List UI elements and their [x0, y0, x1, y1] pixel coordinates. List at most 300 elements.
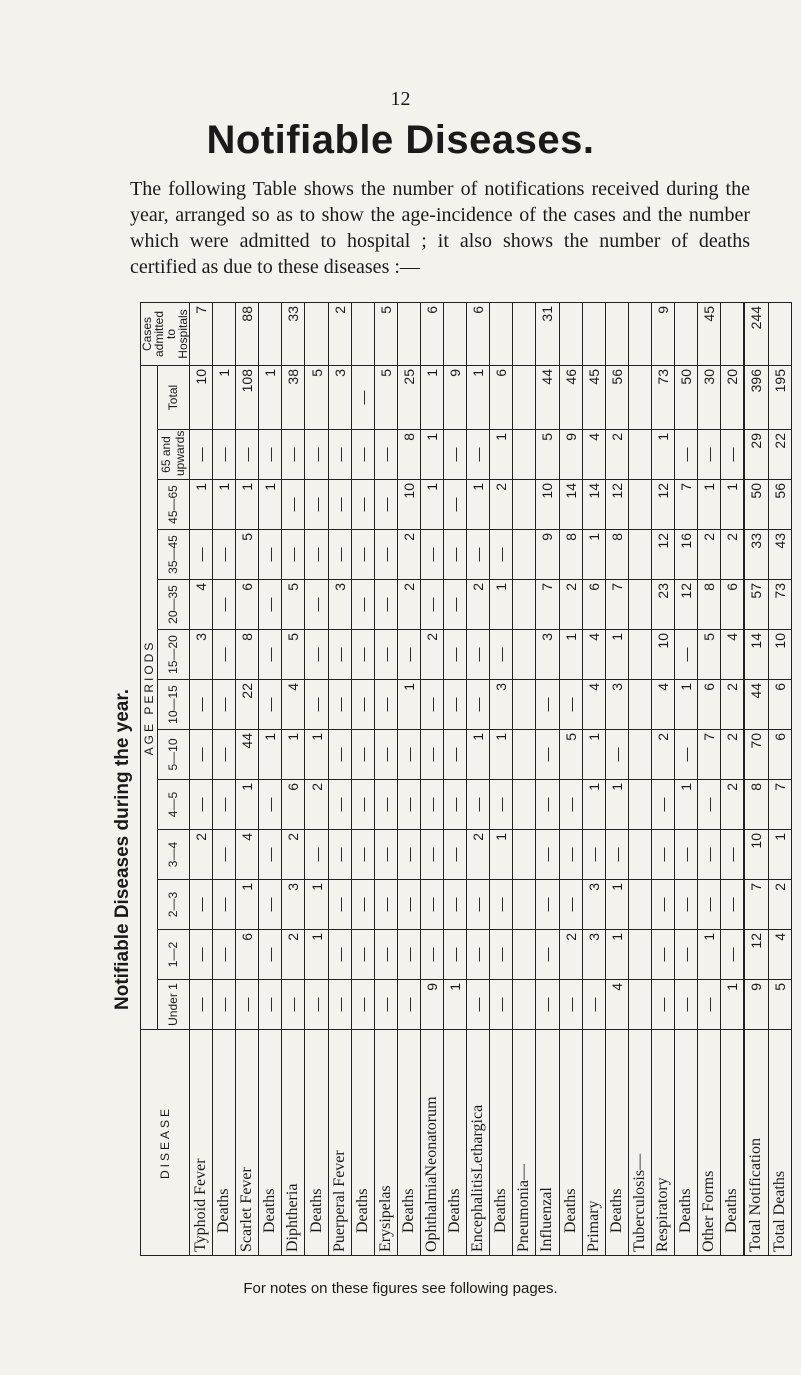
age-count-cell: 22 [236, 680, 259, 730]
cases-admitted-header: Cases admitted to Hospitals [141, 303, 190, 366]
age-count-cell: — [490, 780, 513, 830]
hospital-admissions-cell [490, 303, 513, 366]
age-count-cell: 1 [490, 830, 513, 880]
age-count-cell: — [259, 980, 282, 1030]
table-row [351, 303, 374, 1256]
age-count-cell: — [490, 930, 513, 980]
age-count-cell: 5 [374, 366, 397, 430]
disease-label: Deaths [397, 1030, 420, 1256]
disease-label: Erysipelas [374, 1030, 397, 1256]
age-count-cell: — [351, 430, 374, 480]
page-title: Notifiable Diseases. [206, 118, 595, 162]
age-count-cell: — [420, 580, 443, 630]
age-count-cell: 10 [536, 480, 559, 530]
age-count-cell: — [351, 880, 374, 930]
age-count-cell: 3 [190, 630, 213, 680]
age-count-cell: 8 [698, 580, 721, 630]
age-column-header: 3—4 [157, 830, 189, 880]
age-count-cell: — [444, 830, 467, 880]
age-count-cell: — [420, 930, 443, 980]
age-count-cell: — [328, 680, 351, 730]
age-count-cell: 14 [559, 480, 582, 530]
side-caption: Notifiable Diseases during the year. [112, 689, 133, 1010]
age-count-cell: 10 [397, 480, 420, 530]
age-count-cell: 1 [213, 480, 236, 530]
age-count-cell: — [259, 680, 282, 730]
age-count-cell: 4 [236, 830, 259, 880]
age-count-cell: — [328, 880, 351, 930]
age-count-cell: — [536, 680, 559, 730]
age-count-cell: 9 [536, 530, 559, 580]
age-count-cell: 6 [282, 780, 305, 830]
disease-label: Deaths [721, 1030, 745, 1256]
age-count-cell: 44 [536, 366, 559, 430]
age-count-cell [513, 880, 536, 930]
age-column-header: Total [157, 366, 189, 430]
age-column-header: 2—3 [157, 880, 189, 930]
age-count-cell: 3 [605, 680, 628, 730]
age-count-cell: — [467, 630, 490, 680]
table-row [305, 303, 328, 1256]
age-count-cell: — [651, 880, 674, 930]
disease-label: Tuberculosis— [628, 1030, 651, 1256]
age-count-cell: — [444, 530, 467, 580]
age-count-cell: 1 [674, 780, 697, 830]
disease-label: Total Notification [744, 1030, 768, 1256]
age-count-cell: — [444, 630, 467, 680]
age-count-cell: — [213, 630, 236, 680]
age-count-cell: 2 [467, 580, 490, 630]
age-count-cell: — [674, 930, 697, 980]
age-count-cell: 1 [305, 730, 328, 780]
age-count-cell: 12 [651, 480, 674, 530]
age-count-cell: 1 [236, 780, 259, 830]
age-column-header: 4—5 [157, 780, 189, 830]
age-count-cell: — [374, 830, 397, 880]
age-count-cell: 3 [536, 630, 559, 680]
age-count-cell: — [559, 830, 582, 880]
hospital-admissions-cell [582, 303, 605, 366]
age-count-cell [628, 630, 651, 680]
age-count-cell: — [374, 480, 397, 530]
age-count-cell [513, 530, 536, 580]
age-count-cell: — [605, 730, 628, 780]
age-count-cell: 2 [721, 780, 745, 830]
age-count-cell: — [536, 980, 559, 1030]
age-count-cell: — [328, 430, 351, 480]
age-count-cell: — [213, 830, 236, 880]
age-count-cell: 1 [605, 930, 628, 980]
table-row [282, 303, 305, 1256]
age-count-cell: 1 [698, 480, 721, 530]
age-count-cell: 3 [282, 880, 305, 930]
age-count-cell: 1 [236, 480, 259, 530]
age-count-cell: — [698, 880, 721, 930]
age-count-cell [628, 880, 651, 930]
age-count-cell: — [559, 680, 582, 730]
age-count-cell: 70 [744, 730, 768, 780]
age-count-cell: — [559, 980, 582, 1030]
table-row [420, 303, 443, 1256]
age-count-cell: 73 [651, 366, 674, 430]
age-count-cell: — [559, 880, 582, 930]
age-count-cell: — [536, 930, 559, 980]
age-column-header: 5—10 [157, 730, 189, 780]
age-count-cell: — [420, 830, 443, 880]
hospital-admissions-cell: 7 [190, 303, 213, 366]
age-count-cell: — [582, 980, 605, 1030]
age-count-cell: 4 [582, 680, 605, 730]
age-count-cell: 12 [744, 930, 768, 980]
age-count-cell: 7 [698, 730, 721, 780]
age-count-cell: — [190, 930, 213, 980]
table-row [259, 303, 282, 1256]
age-count-cell: — [190, 430, 213, 480]
age-count-cell: 1 [420, 430, 443, 480]
age-count-cell: — [282, 430, 305, 480]
age-column-header: 20—35 [157, 580, 189, 630]
age-count-cell: 10 [190, 366, 213, 430]
hospital-admissions-cell [513, 303, 536, 366]
age-count-cell: 10 [651, 630, 674, 680]
hospital-admissions-cell [559, 303, 582, 366]
age-count-cell [513, 730, 536, 780]
age-count-cell: — [444, 680, 467, 730]
table-row [628, 303, 651, 1256]
table-row [513, 303, 536, 1256]
age-count-cell: 1 [490, 430, 513, 480]
age-count-cell [513, 366, 536, 430]
age-count-cell: 3 [328, 580, 351, 630]
age-count-cell: 50 [744, 480, 768, 530]
age-count-cell: 1 [259, 730, 282, 780]
age-count-cell: 57 [744, 580, 768, 630]
disease-label: Influenzal [536, 1030, 559, 1256]
age-count-cell: — [374, 580, 397, 630]
age-count-cell: 1 [190, 480, 213, 530]
age-count-cell: — [351, 930, 374, 980]
age-count-cell: — [651, 930, 674, 980]
age-count-cell: 2 [721, 730, 745, 780]
age-count-cell: 1 [582, 730, 605, 780]
age-count-cell: — [674, 730, 697, 780]
age-count-cell [513, 630, 536, 680]
age-column-header: 1—2 [157, 930, 189, 980]
hospital-admissions-cell [444, 303, 467, 366]
age-count-cell: — [721, 930, 745, 980]
table-row [397, 303, 420, 1256]
age-count-cell: 9 [744, 980, 768, 1030]
hospital-admissions-cell [397, 303, 420, 366]
age-count-cell: 1 [490, 580, 513, 630]
age-count-cell: 5 [236, 530, 259, 580]
age-count-cell: 4 [582, 430, 605, 480]
disease-label: Deaths [605, 1030, 628, 1256]
disease-label: Deaths [213, 1030, 236, 1256]
age-count-cell: — [490, 880, 513, 930]
rotated-table-wrapper [140, 303, 787, 1256]
age-count-cell: — [305, 580, 328, 630]
age-count-cell: 14 [744, 630, 768, 680]
age-count-cell: 2 [282, 830, 305, 880]
age-count-cell: — [674, 980, 697, 1030]
age-count-cell: 1 [259, 366, 282, 430]
age-count-cell: — [259, 430, 282, 480]
age-count-cell: — [536, 880, 559, 930]
hospital-admissions-cell [605, 303, 628, 366]
age-count-cell: 2 [721, 680, 745, 730]
hospital-admissions-cell: 6 [420, 303, 443, 366]
age-count-cell: — [467, 530, 490, 580]
disease-label: Puerperal Fever [328, 1030, 351, 1256]
disease-label: Deaths [259, 1030, 282, 1256]
disease-header: DISEASE [141, 1030, 190, 1256]
age-count-cell: — [259, 930, 282, 980]
age-count-cell: 4 [605, 980, 628, 1030]
age-column-header: 35—45 [157, 530, 189, 580]
age-count-cell: 7 [744, 880, 768, 930]
age-count-cell: 4 [651, 680, 674, 730]
table-row [651, 303, 674, 1256]
age-count-cell: 23 [651, 580, 674, 630]
age-column-header: 15—20 [157, 630, 189, 680]
age-count-cell: — [721, 830, 745, 880]
age-count-cell: — [190, 780, 213, 830]
age-count-cell: — [444, 930, 467, 980]
hospital-admissions-cell [259, 303, 282, 366]
age-count-cell: — [190, 880, 213, 930]
age-count-cell: — [305, 530, 328, 580]
age-count-cell: — [374, 980, 397, 1030]
age-count-cell [628, 780, 651, 830]
age-count-cell: — [259, 580, 282, 630]
age-count-cell: — [328, 930, 351, 980]
table-row [582, 303, 605, 1256]
age-count-cell [628, 930, 651, 980]
age-count-cell: — [351, 480, 374, 530]
age-count-cell [513, 580, 536, 630]
age-count-cell: 2 [190, 830, 213, 880]
age-count-cell [628, 580, 651, 630]
age-count-cell: — [467, 880, 490, 930]
age-count-cell: 1 [213, 366, 236, 430]
age-count-cell: — [305, 630, 328, 680]
disease-label: Total Deaths [768, 1030, 791, 1256]
table-row [374, 303, 397, 1256]
table-row [559, 303, 582, 1256]
age-count-cell: — [444, 730, 467, 780]
age-column-header: Under 1 [157, 980, 189, 1030]
age-count-cell: — [236, 430, 259, 480]
disease-label: Deaths [559, 1030, 582, 1256]
age-count-cell [628, 480, 651, 530]
age-count-cell: 1 [467, 480, 490, 530]
age-count-cell: — [721, 430, 745, 480]
age-count-cell: 38 [282, 366, 305, 430]
disease-label: Deaths [490, 1030, 513, 1256]
age-count-cell: — [674, 430, 697, 480]
age-count-cell: 6 [582, 580, 605, 630]
age-count-cell: 5 [282, 580, 305, 630]
age-count-cell: 5 [305, 366, 328, 430]
age-count-cell: — [259, 530, 282, 580]
hospital-admissions-cell: 244 [744, 303, 768, 366]
age-count-cell: — [374, 930, 397, 980]
age-count-cell [628, 830, 651, 880]
hospital-admissions-cell [628, 303, 651, 366]
age-count-cell: 2 [559, 580, 582, 630]
age-count-cell: 12 [651, 530, 674, 580]
table-row [328, 303, 351, 1256]
age-count-cell: 2 [420, 630, 443, 680]
age-count-cell: — [698, 980, 721, 1030]
age-count-cell: 5 [698, 630, 721, 680]
age-count-cell [513, 980, 536, 1030]
age-count-cell: 1 [397, 680, 420, 730]
age-count-cell: 195 [768, 366, 791, 430]
age-count-cell: — [536, 730, 559, 780]
age-count-cell: — [467, 680, 490, 730]
age-count-cell: — [190, 980, 213, 1030]
table-row [698, 303, 721, 1256]
age-count-cell: 6 [768, 680, 791, 730]
age-count-cell: — [490, 630, 513, 680]
age-count-cell: — [328, 780, 351, 830]
age-count-cell: — [374, 880, 397, 930]
age-count-cell: — [444, 880, 467, 930]
age-count-cell: 50 [674, 366, 697, 430]
age-count-cell: — [282, 530, 305, 580]
age-count-cell: — [213, 780, 236, 830]
age-count-cell: 1 [605, 880, 628, 930]
age-count-cell: 1 [282, 730, 305, 780]
hospital-admissions-cell: 2 [328, 303, 351, 366]
notifiable-diseases-table [140, 302, 792, 1256]
age-count-cell [513, 680, 536, 730]
age-count-cell: — [397, 880, 420, 930]
hospital-admissions-cell: 33 [282, 303, 305, 366]
age-count-cell: — [374, 530, 397, 580]
age-count-cell: — [559, 780, 582, 830]
age-count-cell: — [651, 830, 674, 880]
age-count-cell: — [213, 530, 236, 580]
age-count-cell: — [328, 730, 351, 780]
age-count-cell: 29 [744, 430, 768, 480]
table-row [190, 303, 213, 1256]
disease-label: Scarlet Fever [236, 1030, 259, 1256]
age-count-cell [513, 780, 536, 830]
age-count-cell: — [190, 730, 213, 780]
table-row [213, 303, 236, 1256]
age-count-cell: 9 [444, 366, 467, 430]
age-count-cell: 396 [744, 366, 768, 430]
age-count-cell: — [236, 980, 259, 1030]
age-count-cell: — [259, 780, 282, 830]
age-count-cell: — [328, 530, 351, 580]
age-count-cell: 8 [397, 430, 420, 480]
age-count-cell: — [351, 730, 374, 780]
age-count-cell: 8 [559, 530, 582, 580]
age-count-cell: — [328, 630, 351, 680]
age-count-cell: 8 [236, 630, 259, 680]
age-count-cell: 2 [397, 530, 420, 580]
age-count-cell: — [328, 480, 351, 530]
age-count-cell: — [397, 830, 420, 880]
header-row-group [141, 303, 158, 1256]
age-count-cell: 25 [397, 366, 420, 430]
age-count-cell: — [351, 830, 374, 880]
age-count-cell: 5 [536, 430, 559, 480]
age-count-cell: — [259, 880, 282, 930]
table-row [444, 303, 467, 1256]
disease-label: Deaths [351, 1030, 374, 1256]
age-count-cell: — [605, 830, 628, 880]
age-count-cell: — [721, 880, 745, 930]
age-count-cell: 20 [721, 366, 745, 430]
age-count-cell: — [374, 430, 397, 480]
age-count-cell: 1 [698, 930, 721, 980]
age-count-cell: — [213, 730, 236, 780]
footnote: For notes on these figures see following pages. [243, 1280, 558, 1297]
age-count-cell: — [351, 580, 374, 630]
age-count-cell: 6 [236, 580, 259, 630]
age-count-cell [513, 480, 536, 530]
age-count-cell: 1 [305, 880, 328, 930]
age-count-cell: — [674, 880, 697, 930]
age-count-cell: 3 [328, 366, 351, 430]
table-area [140, 303, 787, 1256]
age-count-cell: 1 [420, 366, 443, 430]
age-count-cell: 6 [721, 580, 745, 630]
age-count-cell: — [259, 630, 282, 680]
table-row [674, 303, 697, 1256]
age-count-cell: — [467, 430, 490, 480]
age-count-cell: — [351, 680, 374, 730]
age-count-cell: — [213, 880, 236, 930]
age-count-cell [628, 366, 651, 430]
age-count-cell: 108 [236, 366, 259, 430]
age-count-cell: — [698, 830, 721, 880]
age-count-cell: — [651, 980, 674, 1030]
hospital-admissions-cell [305, 303, 328, 366]
age-count-cell: 2 [698, 530, 721, 580]
hospital-admissions-cell: 6 [467, 303, 490, 366]
age-count-cell: 9 [420, 980, 443, 1030]
age-count-cell: 44 [744, 680, 768, 730]
age-count-cell: 1 [490, 730, 513, 780]
age-count-cell [628, 530, 651, 580]
age-count-cell: 44 [236, 730, 259, 780]
total-row [768, 303, 791, 1256]
age-count-cell: 10 [768, 630, 791, 680]
age-count-cell: — [397, 980, 420, 1030]
age-count-cell: 2 [651, 730, 674, 780]
age-count-cell: 7 [768, 780, 791, 830]
age-count-cell: 7 [536, 580, 559, 630]
age-count-cell: 2 [305, 780, 328, 830]
hospital-admissions-cell: 88 [236, 303, 259, 366]
age-count-cell: 1 [605, 630, 628, 680]
hospital-admissions-cell [351, 303, 374, 366]
age-count-cell: — [490, 530, 513, 580]
age-count-cell: 8 [744, 780, 768, 830]
age-count-cell: 9 [559, 430, 582, 480]
age-count-cell: 1 [259, 480, 282, 530]
age-count-cell: 2 [397, 580, 420, 630]
age-count-cell: 2 [768, 880, 791, 930]
age-count-cell: — [305, 980, 328, 1030]
age-count-cell: — [213, 430, 236, 480]
